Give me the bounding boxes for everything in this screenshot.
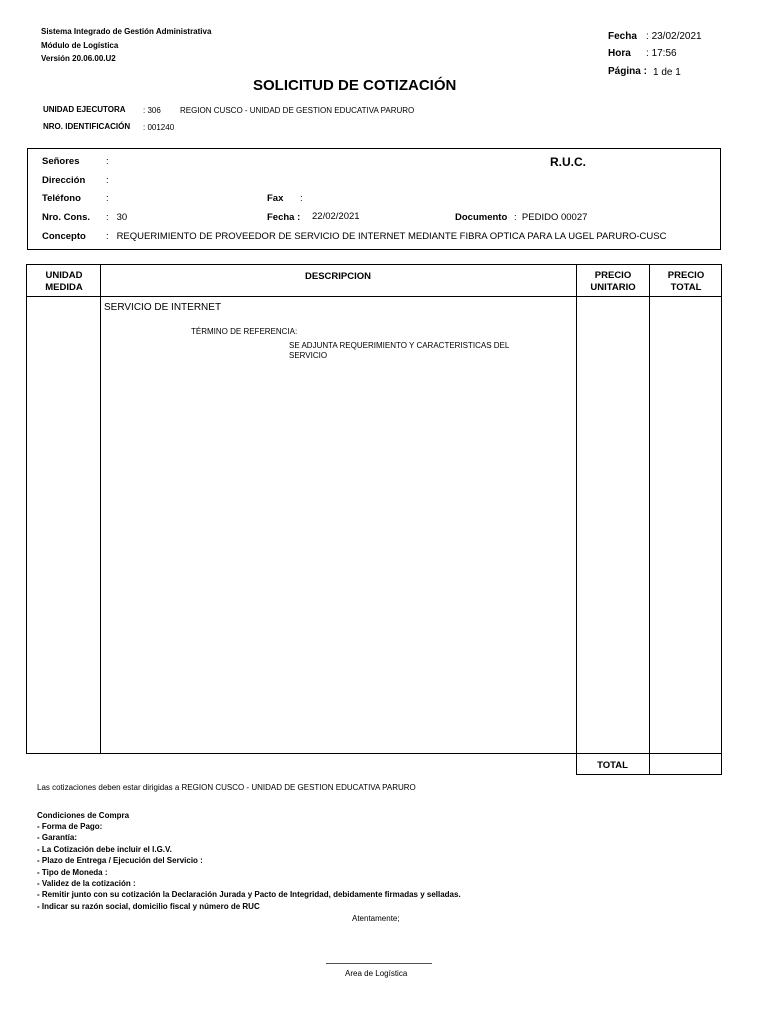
documento-value: : PEDIDO 00027 (514, 212, 588, 223)
meta-hora-value: : 17:56 (646, 48, 677, 59)
col-descripcion: DESCRIPCION (305, 271, 371, 282)
concepto-value: : REQUERIMIENTO DE PROVEEDOR DE SERVICIO DE INTERNET MEDIANTE FIBRA OPTICA PARA LA UGEL PARURO-CUSC (106, 231, 667, 242)
table-line (26, 264, 722, 265)
direccion-label: Dirección (42, 175, 86, 186)
unidad-code: : 306 (143, 106, 161, 115)
meta-fecha-text: 23/02/2021 (651, 31, 702, 42)
condition-item: - Indicar su razón social, domicilio fiscal y número de RUC (37, 901, 260, 911)
unidad-label: UNIDAD EJECUTORA (43, 105, 126, 114)
concepto-label: Concepto (42, 231, 86, 242)
ruc-label: R.U.C. (550, 155, 586, 169)
total-label: TOTAL (597, 760, 628, 771)
table-line (26, 296, 722, 297)
closing-text: Atentamente; (352, 914, 400, 923)
fax-label: Fax (267, 193, 284, 204)
table-line (576, 264, 577, 775)
documento-text: PEDIDO 00027 (521, 212, 588, 223)
telefono-label: Teléfono (42, 193, 81, 204)
meta-hora-label: Hora (608, 48, 631, 59)
ref-label: TÉRMINO DE REFERENCIA: (191, 327, 298, 336)
table-line (26, 264, 27, 753)
doc-fecha-value: 22/02/2021 (312, 211, 360, 222)
senores-colon: : (106, 156, 109, 167)
condition-item: - Remitir junto con su cotización la Declaración Jurada y Pacto de Integridad, debidamente firmadas y selladas. (37, 890, 461, 900)
identificacion-value: : 001240 (143, 123, 175, 132)
meta-fecha-label: Fecha (608, 31, 637, 42)
identificacion-text: 001240 (147, 123, 175, 132)
table-line (100, 264, 101, 753)
table-line (721, 264, 722, 775)
module-name: Módulo de Logística (41, 41, 119, 50)
condition-item: - Garantía: (37, 833, 78, 843)
meta-pagina-value: 1 de 1 (653, 67, 681, 78)
table-line (576, 774, 722, 775)
signature-label: Area de Logística (345, 969, 408, 978)
meta-pagina-label: Página : (608, 66, 647, 77)
col-precio-unitario: PRECIO UNITARIO (590, 270, 636, 293)
nrocons-label: Nro. Cons. (42, 212, 91, 223)
identificacion-label: NRO. IDENTIFICACIÓN (43, 122, 131, 131)
nrocons-text: 30 (116, 212, 128, 223)
condition-item: - Tipo de Moneda : (37, 867, 108, 877)
direccion-colon: : (106, 175, 109, 186)
table-line (26, 753, 722, 754)
signature-line (326, 963, 432, 964)
condition-item: - Validez de la cotización : (37, 879, 136, 888)
footer-note: Las cotizaciones deben estar dirigidas a REGION CUSCO - UNIDAD DE GESTION EDUCATIVA PARURO (37, 783, 416, 792)
ref-line-2: SERVICIO (289, 351, 328, 360)
condition-item: - Forma de Pago: (37, 822, 103, 831)
col-unidad-medida: UNIDAD MEDIDA (45, 270, 83, 293)
unidad-name: REGION CUSCO - UNIDAD DE GESTION EDUCATIVA PARURO (180, 106, 415, 115)
ref-line-1: SE ADJUNTA REQUERIMIENTO Y CARACTERISTICAS DEL (289, 341, 510, 350)
meta-hora-text: 17:56 (651, 48, 677, 59)
page-title: SOLICITUD DE COTIZACIÓN (253, 77, 457, 94)
item-name: SERVICIO DE INTERNET (104, 302, 222, 313)
fax-colon: : (300, 193, 303, 204)
items-table (26, 264, 722, 775)
meta-fecha-value: : 23/02/2021 (646, 31, 702, 42)
system-name: Sistema Integrado de Gestión Administrativa (41, 27, 212, 36)
documento-label: Documento (455, 212, 508, 223)
table-line (649, 264, 650, 775)
concepto-text: REQUERIMIENTO DE PROVEEDOR DE SERVICIO DE INTERNET MEDIANTE FIBRA OPTICA PARA LA UGEL PARURO-CUSC (116, 231, 667, 242)
unidad-code-text: 306 (147, 106, 161, 115)
telefono-colon: : (106, 193, 109, 204)
condition-item: - Plazo de Entrega / Ejecución del Servicio : (37, 856, 203, 866)
condition-item: - La Cotización debe incluir el I.G.V. (37, 844, 172, 854)
conditions-title: Condiciones de Compra (37, 811, 130, 820)
senores-label: Señores (42, 156, 80, 167)
system-version: Versión 20.06.00.U2 (41, 54, 116, 63)
col-precio-total: PRECIO TOTAL (667, 270, 705, 293)
doc-fecha-label: Fecha : (267, 212, 301, 223)
nrocons-value: : 30 (106, 212, 128, 223)
